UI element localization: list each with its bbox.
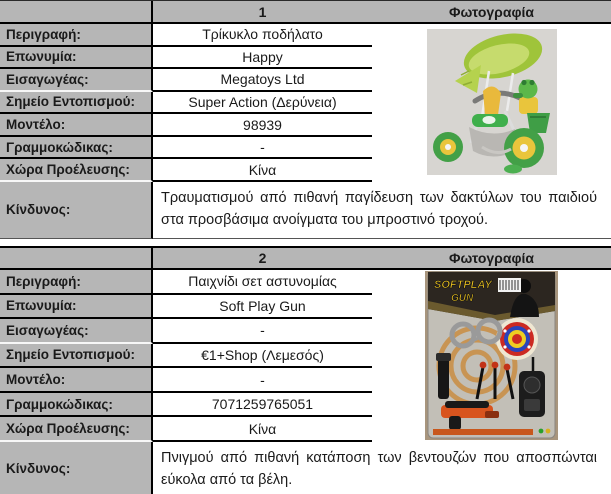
t2-label-barcode: Γραμμοκώδικας: — [0, 393, 153, 418]
t2-value-brand: Soft Play Gun — [153, 295, 372, 320]
t1-value-description: Τρίκυκλο ποδήλατο — [153, 24, 372, 47]
table2-photo-column-header: Φωτογραφία — [372, 248, 611, 270]
toy-flashlight — [436, 353, 451, 399]
table2-corner-cell — [0, 248, 153, 270]
t1-label-point-of-detection: Σημείο Εντοπισμού: — [0, 92, 153, 115]
table1-product-number: 1 — [153, 1, 372, 24]
t1-value-model: 98939 — [153, 114, 372, 137]
t1-value-point-of-detection: Super Action (Δερύνεια) — [153, 92, 372, 115]
t2-label-point-of-detection: Σημείο Εντοπισμού: — [0, 344, 153, 369]
t2-label-brand: Επωνυμία: — [0, 295, 153, 320]
t1-risk-text: Τραυματισμού από πιθανή παγίδευση των δακτύλων του παιδιού στα προσβάσιμα ανοίγματα του μπροστινό τροχού. — [153, 182, 611, 239]
t2-risk-text: Πνιγμού από πιθανή κατάποση των βεντουζών που αποσπώνται εύκολα από τα βέλη. — [153, 442, 611, 494]
t2-label-description: Περιγραφή: — [0, 270, 153, 295]
toy-package-logo-subtext: GUN — [451, 293, 474, 304]
t1-label-country-of-origin: Χώρα Προέλευσης: — [0, 159, 153, 182]
t1-label-brand: Επωνυμία: — [0, 47, 153, 70]
t2-risk-label: Κίνδυνος: — [0, 442, 153, 494]
police-toy-set-photo — [425, 271, 558, 440]
t1-value-importer: Megatoys Ltd — [153, 69, 372, 92]
t2-value-importer: - — [153, 319, 372, 344]
t1-value-brand: Happy — [153, 47, 372, 70]
t2-value-barcode: 7071259765051 — [153, 393, 372, 418]
toy-package-logo-text: SOFTPLAY — [434, 279, 492, 291]
t2-label-model: Μοντέλο: — [0, 368, 153, 393]
t2-value-point-of-detection: €1+Shop (Λεμεσός) — [153, 344, 372, 369]
t2-value-description: Παιχνίδι σετ αστυνομίας — [153, 270, 372, 295]
t1-label-importer: Εισαγωγέας: — [0, 69, 153, 92]
t2-label-country-of-origin: Χώρα Προέλευσης: — [0, 417, 153, 442]
t2-value-country-of-origin: Κίνα — [153, 417, 372, 442]
t1-value-country-of-origin: Κίνα — [153, 159, 372, 182]
t1-risk-label: Κίνδυνος: — [0, 182, 153, 239]
product-photo-1 — [372, 24, 611, 182]
product-photo-2 — [372, 270, 611, 442]
card-bottom-strip — [433, 429, 550, 435]
t2-label-importer: Εισαγωγέας: — [0, 319, 153, 344]
t1-value-barcode: - — [153, 137, 372, 160]
t2-value-model: - — [153, 368, 372, 393]
product-table-2 — [0, 246, 611, 494]
table1-photo-column-header: Φωτογραφία — [372, 1, 611, 24]
t1-label-model: Μοντέλο: — [0, 114, 153, 137]
table2-product-number: 2 — [153, 248, 372, 270]
t1-label-description: Περιγραφή: — [0, 24, 153, 47]
table1-corner-cell — [0, 1, 153, 24]
dartboard — [496, 318, 538, 360]
tricycle-photo — [427, 29, 557, 175]
t1-label-barcode: Γραμμοκώδικας: — [0, 137, 153, 160]
product-table-1 — [0, 0, 611, 239]
